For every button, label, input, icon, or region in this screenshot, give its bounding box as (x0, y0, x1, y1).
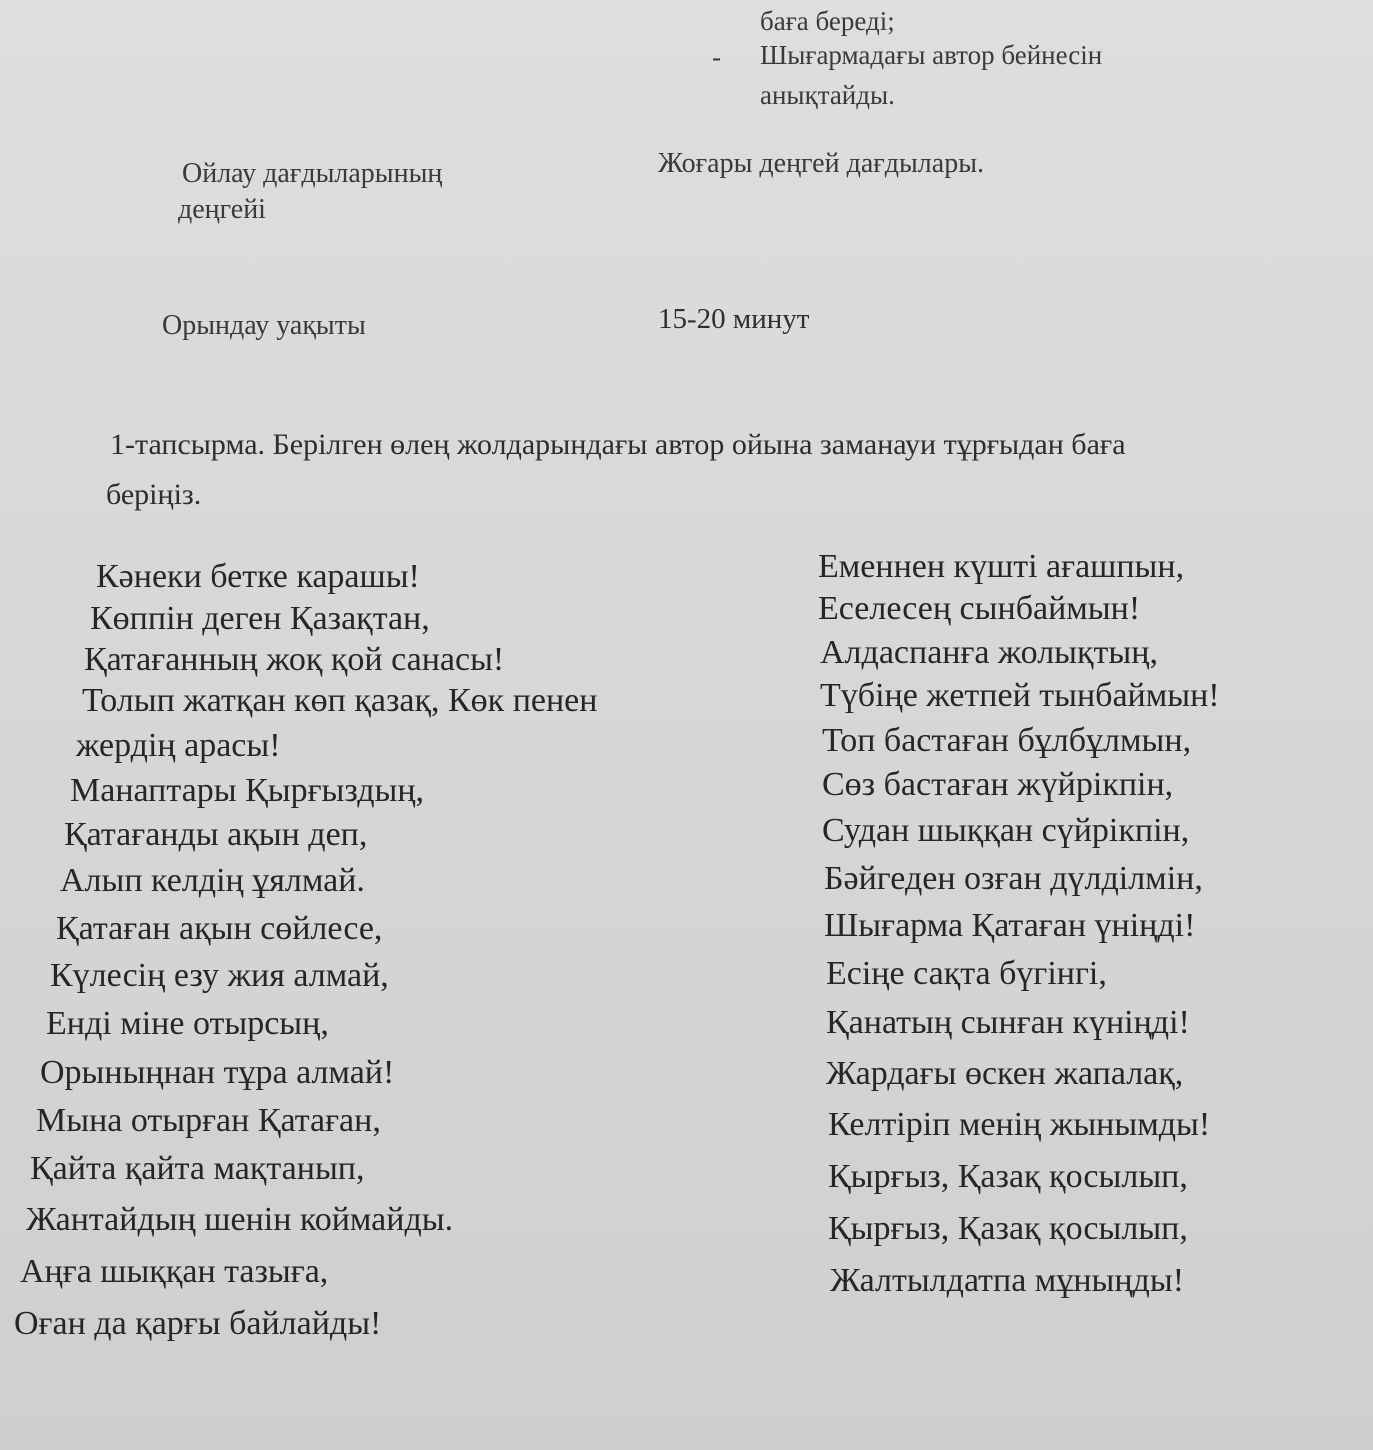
poem-left-line: Қатағанның жоқ қой санасы! (84, 641, 505, 678)
thinking-level-label-line-1: Ойлау дағдыларының (182, 158, 443, 189)
poem-right-line: Сөз бастаған жүйрікпін, (822, 766, 1174, 803)
poem-left-line: Қатағанды ақын деп, (64, 816, 368, 853)
poem-right-line: Еселесең сынбаймын! (818, 590, 1141, 627)
poem-left-line: Енді міне отырсың, (46, 1005, 329, 1042)
objective-line-1: баға береді; (760, 6, 895, 36)
poem-left-line: Жантайдың шенін коймайды. (26, 1201, 454, 1238)
poem-left-line: Алып келдің ұялмай. (60, 862, 365, 899)
poem-left-line: Манаптары Қырғыздың, (70, 772, 425, 809)
poem-right-line: Бәйгеден озған дүлділмін, (824, 860, 1203, 897)
poem-left-line: Кәнеки бетке карашы! (96, 558, 420, 595)
task-line-1: 1-тапсырма. Берілген өлең жолдарындағы автор ойына заманауи тұрғыдан баға (110, 428, 1126, 461)
poem-right-line: Қырғыз, Қазақ қосылып, (828, 1158, 1188, 1195)
objective-line-3: анықтайды. (760, 80, 895, 110)
poem-right-line: Қанатың сынған күніңді! (826, 1004, 1190, 1041)
poem-left-line: Қайта қайта мақтанып, (30, 1150, 365, 1187)
poem-left-line: Толып жатқан көп қазақ, Көк пенен (82, 682, 598, 719)
poem-right-line: Жалтылдатпа мұныңды! (830, 1262, 1185, 1299)
poem-right-line: Шығарма Қатаған үніңді! (824, 907, 1196, 944)
objective-bullet-dash: - (712, 42, 721, 72)
task-line-2: беріңіз. (106, 478, 202, 511)
poem-left-line: Аңға шыққан тазыға, (20, 1253, 329, 1290)
poem-left-line: Орыныңнан тұра алмай! (40, 1054, 395, 1091)
poem-left-line: Қатаған ақын сөйлесе, (56, 910, 383, 947)
poem-left-line: Күлесің езу жия алмай, (50, 957, 389, 994)
poem-right-line: Есіңе сақта бүгінгі, (826, 955, 1107, 992)
objective-line-2: Шығармадағы автор бейнесін (760, 40, 1103, 70)
poem-right-line: Жардағы өскен жапалақ, (826, 1055, 1184, 1092)
poem-right-line: Топ бастаған бұлбұлмын, (822, 722, 1192, 759)
poem-right-line: Келтіріп менің жынымды! (828, 1106, 1211, 1143)
duration-value: 15-20 минут (658, 303, 810, 335)
poem-left-line: Көппін деген Қазақтан, (90, 600, 430, 637)
poem-left-line: Мына отырған Қатаған, (36, 1102, 381, 1139)
duration-label: Орындау уақыты (162, 310, 366, 341)
poem-right-line: Алдаспанға жолықтың, (820, 634, 1158, 671)
poem-left-line: Оған да қарғы байлайды! (14, 1305, 382, 1342)
poem-right-line: Қырғыз, Қазақ қосылып, (828, 1210, 1188, 1247)
poem-right-line: Түбіңе жетпей тынбаймын! (820, 677, 1220, 714)
thinking-level-value: Жоғары деңгей дағдылары. (658, 148, 985, 179)
poem-right-line: Судан шыққан сүйрікпін, (822, 812, 1190, 849)
poem-left-line: жердің арасы! (76, 727, 281, 764)
thinking-level-label-line-2: деңгейі (178, 194, 266, 225)
poem-right-line: Еменнен күшті ағашпын, (818, 548, 1185, 585)
